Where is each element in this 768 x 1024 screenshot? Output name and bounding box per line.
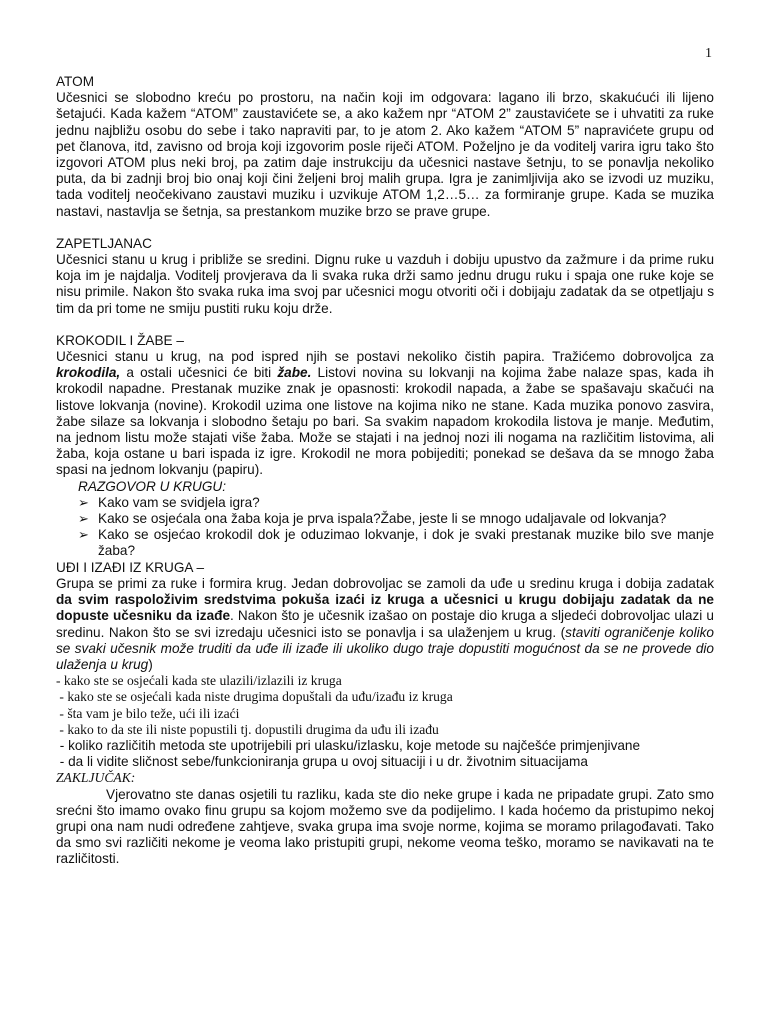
question-text: Kako vam se svidjela igra? — [98, 494, 260, 510]
section-udji-izadji — [56, 560, 714, 771]
emphasis-zabe: žabe. — [277, 365, 312, 381]
text-run: Učesnici stanu u krug, na pod ispred njih se postavi nekoliko čistih papira. Tražićemo dobrovoljca za — [56, 349, 714, 365]
reflection-list — [56, 673, 714, 770]
text-run: . Nakon što je učesnik izašao on postaje dio kruga a sljedeći dobrovoljac ulazi u sredinu. Nakon što se svi izredaju učesnici isto se ponavlja i sa ulaženjem u krug. ( — [56, 608, 714, 640]
section-zakljucak — [56, 770, 714, 867]
text-run: Grupa se primi za ruke i formira krug. Jedan dobrovoljac se zamoli da uđe u sredinu kruga i dobija zadatak — [56, 575, 714, 591]
section-zapetljanac — [56, 236, 714, 317]
list-item: - kako to da ste ili niste popustili tj. dopustili drugima da uđu ili izađu — [56, 721, 439, 737]
arrow-bullet-icon: ➢ — [78, 527, 89, 543]
emphasis-krokodila: krokodila, — [56, 365, 121, 381]
arrow-bullet-icon: ➢ — [78, 511, 89, 527]
list-item — [56, 495, 714, 511]
discussion-title: RAZGOVOR U KRUGU: — [78, 478, 227, 494]
section-krokodil — [56, 333, 714, 560]
question-text: Kako se osjećala ona žaba koja je prva ispala?Žabe, jeste li se mnogo udaljavale od lokvanja? — [98, 511, 667, 527]
question-text: Kako se osjećao krokodil dok je oduzimao lokvanje, i dok je svaki prestanak muzike bilo sve manje žaba? — [98, 527, 714, 559]
question-list — [56, 495, 714, 560]
list-item: - koliko različitih metoda ste upotrijebili pri ulasku/izlasku, koje metode su najčešće primjenjivane — [56, 737, 641, 753]
section-title-zapetljanac: ZAPETLJANAC — [56, 235, 152, 251]
text-run: ) — [148, 656, 153, 672]
paragraph-krokodil — [56, 349, 714, 479]
arrow-bullet-icon: ➢ — [78, 494, 89, 510]
text-run: Listovi novina su lokvanji na kojima žabe nalaze spas, kada ih krokodil napadne. Prestanak muzike znak je opasnosti: krokodil napada, a žabe se spašavaju skačući na listove lokvanja (novine). Krokodil uzima one listove na kojima niko ne stane. Kada muzika ponovo zasvira, žabe silaze sa lokvanja i slobodno šetaju po bari. Sa svakim napadom krokodila listova je manje. Međutim, na jednom listu može stajati više žaba. Može se stajati i na jednoj nozi ili nogama na različitim listovima, ali žaba, koja ostane u bari ispada iz igre. Krokodil ne mora pobijediti; ponekad se dešava da se mnogo žaba spasi na jednom lokvanju (papiru). — [56, 365, 714, 478]
paragraph-zapetljanac: Učesnici stanu u krug i približe se sredini. Dignu ruke u vazduh i dobiju upustvo da zažmure i da prime ruku koja im je najdalja. Voditelj provjerava da li svaka ruka drži samo jednu drugu ruku i spaja one ruke koje se nisu primile. Nakon što svaka ruka ima svoj par učesnici mogu otvoriti oči i dobijaju zadatak da se otpetljaju s tim da pri tome ne smiju pustiti ruku koju drže. — [56, 252, 714, 316]
section-title-krokodil: KROKODIL I ŽABE – — [56, 332, 184, 348]
list-item: - da li vidite sličnost sebe/funkcioniranja grupa u ovoj situaciji i u dr. životnim situacijama — [56, 754, 588, 770]
paragraph-udji-izadji — [56, 576, 714, 673]
list-item: - kako ste se osjećali kada ste ulazili/izlazili iz kruga — [56, 673, 342, 689]
section-title-atom: ATOM — [56, 74, 95, 89]
note-italic: staviti ograničenje koliko se svaki učesnik može truditi da uđe ili izađe ili ukoliko dugo traje dopustiti mogućnost da se ne provede dio ulaženja u krug — [56, 624, 714, 672]
list-item — [56, 527, 714, 559]
page-number: 1 — [705, 46, 712, 61]
list-item: - kako ste se osjećali kada niste drugima dopuštali da uđu/izađu iz kruga — [56, 689, 453, 705]
emphasis-task: da svim raspoloživim sredstvima pokuša izaći iz kruga a učesnici u krugu dobijaju zadatak da ne dopuste učesniku da izađe — [56, 592, 714, 624]
paragraph-atom: Učesnici se slobodno kreću po prostoru, na način koji im odgovara: lagano ili brzo, skakućući ili lijeno šetajući. Kada kažem “ATOM” zaustavićete se, a ako kažem npr “ATOM 2” zaustavićete se i uhvatiti za ruke jednu najbližu osobu do sebe i tako napraviti par, to je atom 2. Ako kažem “ATOM 5” napravićete grupu od pet članova, itd, zavisno od broja koji izgovorim posle riječi ATOM. Poželjno je da voditelj varira igru tako što izgovori ATOM plus neki broj, pa zatim daje instrukciju da učesnici nastave šetnju, to se ponavlja nekoliko puta, da bi zadnji broj bio onaj koji čini željeni broj malih grupa. Igra je zanimljivija ako se izvodi uz muziku, tada voditelj neočekivano zaustavi muziku i uzvikuje ATOM 1,2…5… za formiranje grupe. Kada se muzika nastavi, nastavlja se šetnja, sa prestankom muzike brzo se prave grupe. — [56, 90, 714, 219]
section-atom — [56, 74, 714, 220]
list-item — [56, 511, 714, 527]
text-run: a ostali učesnici će biti — [120, 365, 278, 381]
list-item: - šta vam je bilo teže, ući ili izaći — [56, 705, 240, 721]
paragraph-zakljucak: Vjerovatno ste danas osjetili tu razliku, kada ste dio neke grupe i kada ne pripadate grupi. Zato smo srećni što imamo ovako finu grupu sa kojom možemo sve da podijelimo. I kada hoćemo da pristupimo nekoj grupi ona nam nudi određene zahtjeve, svaka grupa ima svoje norme, kojima se moramo prilagođavati. Tako da smo svi različiti nekome je veoma lako pristupiti grupi, nekome veoma teško, moramo se navikavati na te različitosti. — [56, 786, 714, 867]
document-body — [56, 74, 714, 868]
section-title-zakljucak: ZAKLJUČAK: — [56, 770, 136, 786]
section-title-udji-izadji: UĐI I IZAĐI IZ KRUGA – — [56, 559, 205, 575]
